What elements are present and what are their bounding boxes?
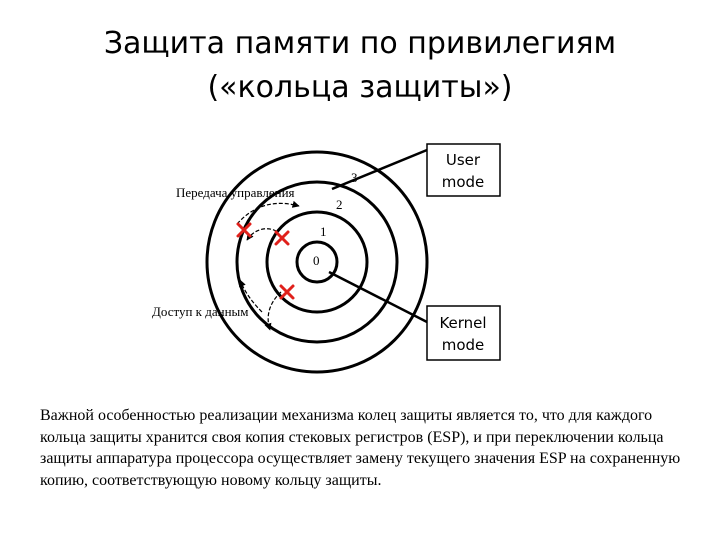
title-line-2: («кольца защиты») <box>207 70 513 105</box>
kernel-mode-label-line1: Kernel <box>439 314 487 332</box>
control-transfer-label: Передача управления <box>176 185 295 200</box>
user-mode-label-line1: User <box>445 151 481 169</box>
ring-label-1: 1 <box>320 224 327 239</box>
data-access-arrow-curve <box>268 292 281 330</box>
ring-label-3: 3 <box>351 170 358 185</box>
kernel-mode-label-line2: mode <box>441 336 485 354</box>
explanation-paragraph: Важной особенностью реализации механизма колец защиты является то, что для каждого кольца защиты хранится своя копия стековых регистров (ESP), и при переключении кольца защиты аппаратура процессора осуществляет замену текущего значения ESP на сохраненную копию, соответствующую новому кольцу защиты. <box>40 407 681 489</box>
denied-cross-inner-icon <box>276 232 288 244</box>
user-mode-label-line2: mode <box>441 173 485 191</box>
ring-label-0: 0 <box>313 253 320 268</box>
ring-label-2: 2 <box>336 197 343 212</box>
denied-cross-data-access-icon <box>281 286 293 298</box>
title-line-1: Защита памяти по привилегиям <box>103 26 617 61</box>
data-access-label: Доступ к данным <box>152 304 249 319</box>
